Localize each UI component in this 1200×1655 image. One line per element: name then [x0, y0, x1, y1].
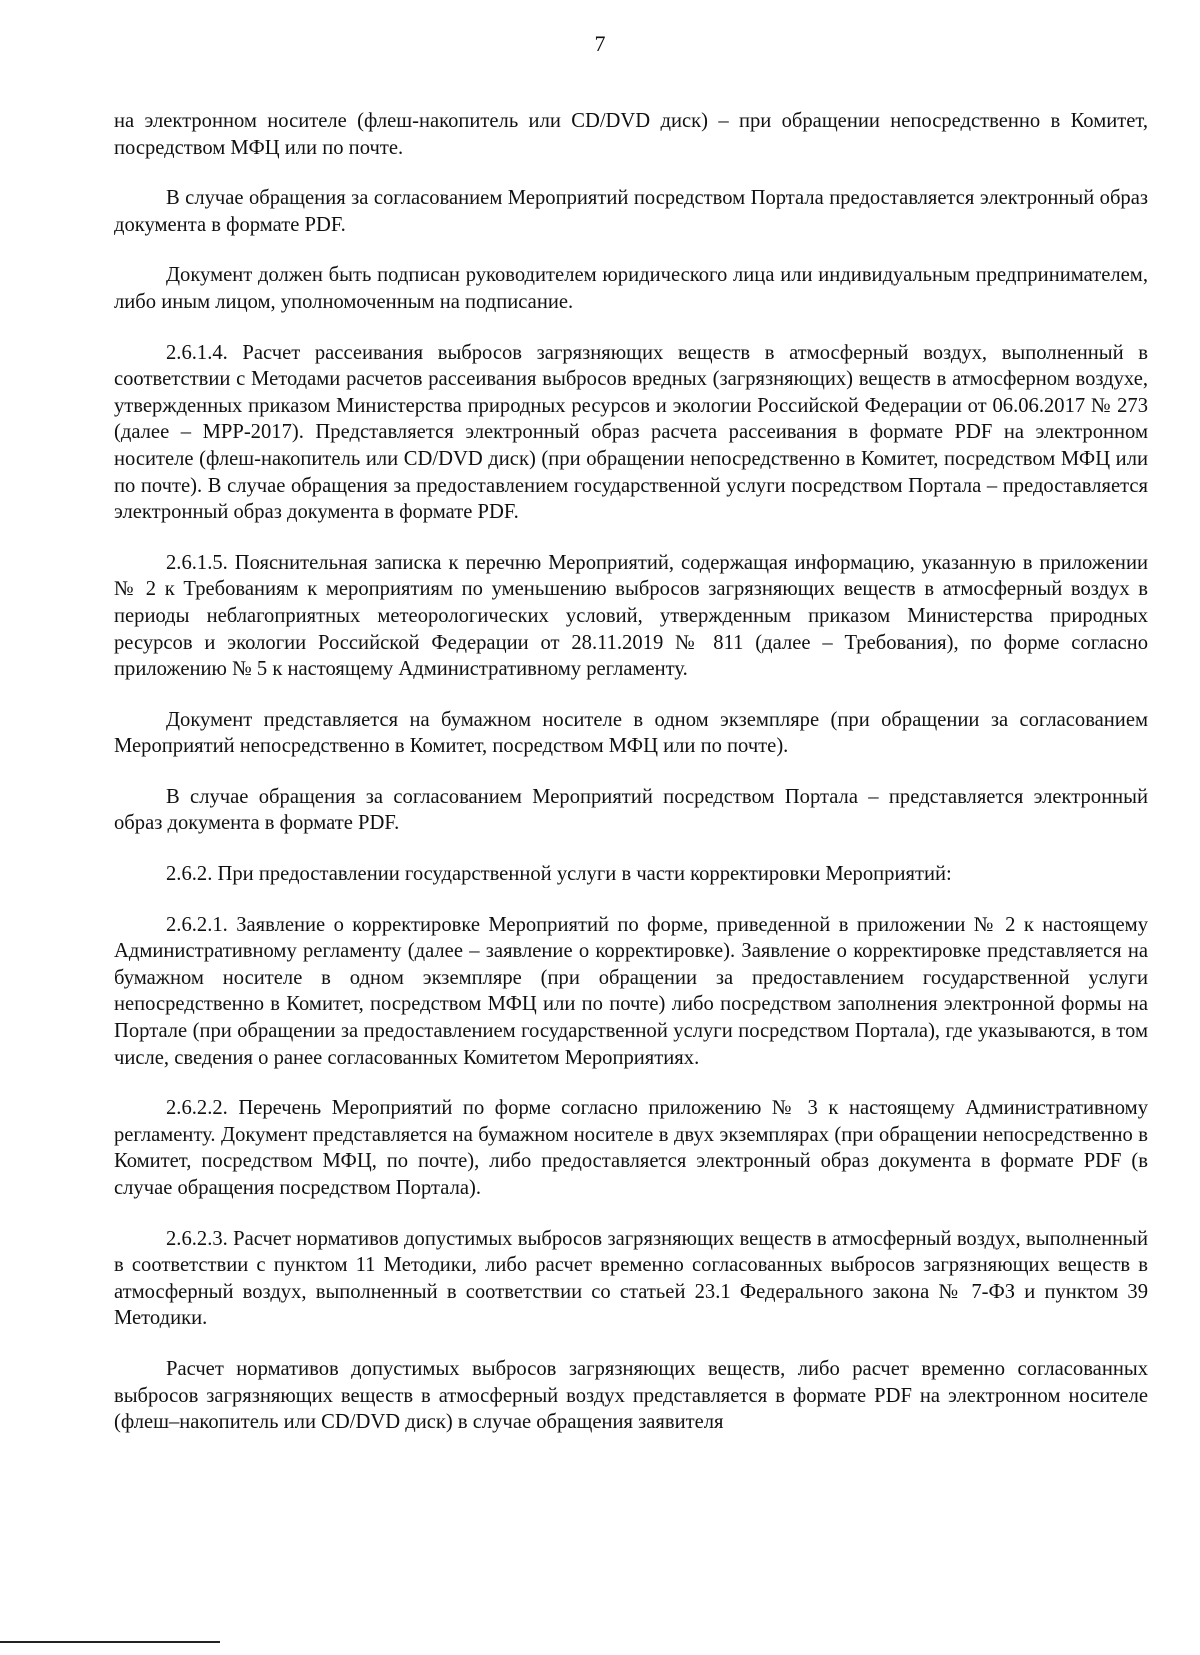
document-body: [114, 108, 1148, 1436]
paragraph-2-6-2-1: 2.6.2.1. Заявление о корректировке Мероприятий по форме, приведенной в приложении № 2 к настоящему Административному регламенту (далее – заявление о корректировке). Заявление о корректировке представляется на бумажном носителе в одном экземпляре (при обращении за предоставлением государственной услуги непосредственно в Комитет, посредством МФЦ или по почте) либо посредством заполнения электронной формы на Портале (при обращении за предоставлением государственной услуги посредством Портала), где указываются, в том числе, сведения о ранее согласованных Комитетом Мероприятиях.: [114, 913, 1148, 1069]
footer-divider: [0, 1641, 220, 1643]
paragraph-2-6-2: 2.6.2. При предоставлении государственной услуги в части корректировки Мероприятий:: [166, 863, 952, 886]
paragraph-2-6-1-5: 2.6.1.5. Пояснительная записка к перечню Мероприятий, содержащая информацию, указанную в приложении № 2 к Требованиям к мероприятиям по уменьшению выбросов загрязняющих веществ в атмосферный воздух в периоды неблагоприятных метеорологических условий, утвержденным приказом Министерства природных ресурсов и экологии Российской Федерации от 28.11.2019 № 811 (далее – Требования), по форме согласно приложению № 5 к настоящему Административному регламенту.: [114, 551, 1148, 681]
paragraph-signature: Документ должен быть подписан руководителем юридического лица или индивидуальным предпринимателем, либо иным лицом, уполномоченным на подписание.: [114, 264, 1148, 313]
page-number: 7: [594, 31, 606, 56]
paragraph-paper-copy: Документ представляется на бумажном носителе в одном экземпляре (при обращении за согласованием Мероприятий непосредственно в Комитет, посредством МФЦ или по почте).: [114, 708, 1148, 758]
paragraph-portal-pdf-2: В случае обращения за согласованием Мероприятий посредством Портала – представляется электронный образ документа в формате PDF.: [114, 785, 1148, 835]
paragraph-emissions-calc: Расчет нормативов допустимых выбросов загрязняющих веществ, либо расчет временно согласованных выбросов загрязняющих веществ в атмосферный воздух представляется в формате PDF на электронном носителе (флеш–накопитель или CD/DVD диск) в случае обращения заявителя: [114, 1357, 1148, 1434]
paragraph-continuation: на электронном носителе (флеш-накопитель или CD/DVD диск) – при обращении непосредственно в Комитет, посредством МФЦ или по почте.: [114, 110, 1148, 159]
paragraph-portal-pdf: В случае обращения за согласованием Мероприятий посредством Портала предоставляется электронный образ документа в формате PDF.: [114, 187, 1148, 236]
paragraph-2-6-1-4: 2.6.1.4. Расчет рассеивания выбросов загрязняющих веществ в атмосферный воздух, выполненный в соответствии с Методами расчетов рассеивания выбросов вредных (загрязняющих) веществ в атмосферном воздухе, утвержденных приказом Министерства природных ресурсов и экологии Российской Федерации от 06.06.2017 № 273 (далее – МРР-2017). Представляется электронный образ расчета рассеивания в формате PDF на электронном носителе (флеш-накопитель или CD/DVD диск) (при обращении непосредственно в Комитет, посредством МФЦ или по почте). В случае обращения за предоставлением государственной услуги посредством Портала – предоставляется электронный образ документа в формате PDF.: [114, 341, 1148, 524]
paragraph-2-6-2-3: 2.6.2.3. Расчет нормативов допустимых выбросов загрязняющих веществ в атмосферный воздух, выполненный в соответствии с пунктом 11 Методики, либо расчет временно согласованных выбросов загрязняющих веществ в атмосферный воздух, выполненный в соответствии со статьей 23.1 Федерального закона № 7-ФЗ и пунктом 39 Методики.: [114, 1227, 1148, 1330]
paragraph-2-6-2-2: 2.6.2.2. Перечень Мероприятий по форме согласно приложению № 3 к настоящему Административному регламенту. Документ представляется на бумажном носителе в двух экземплярах (при обращении непосредственно в Комитет, посредством МФЦ, по почте), либо предоставляется электронный образ документа в формате PDF (в случае обращения посредством Портала).: [114, 1097, 1148, 1199]
